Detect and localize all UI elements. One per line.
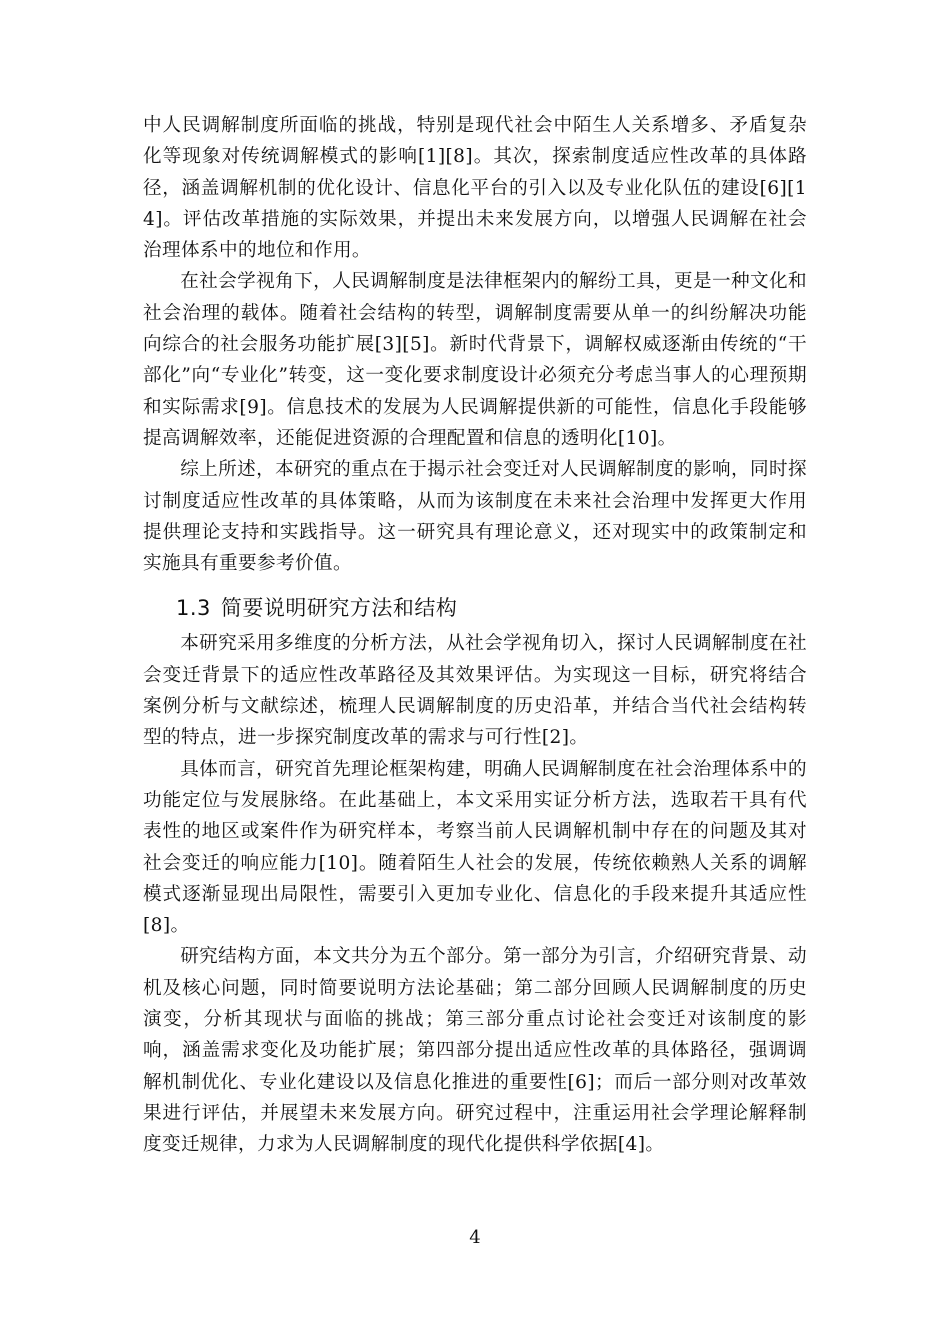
body-paragraph: 综上所述，本研究的重点在于揭示社会变迁对人民调解制度的影响，同时探讨制度适应性改革的具体策略，从而为该制度在未来社会治理中发挥更大作用提供理论支持和实践指导。这一研究具有理论意义，还对现实中的政策制定和实施具有重要参考价值。 [143, 459, 807, 575]
body-paragraph: 具体而言，研究首先理论框架构建，明确人民调解制度在社会治理体系中的功能定位与发展脉络。在此基础上，本文采用实证分析方法，选取若干具有代表性的地区或案件作为研究样本，考察当前人民调解机制中存在的问题及其对社会变迁的响应能力[10]。随着陌生人社会的发展，传统依赖熟人关系的调解模式逐渐显现出局限性，需要引入更加专业化、信息化的手段来提升其适应性[8]。 [143, 758, 807, 937]
document-body [143, 110, 807, 1161]
section-heading [143, 590, 807, 626]
body-paragraph: 本研究采用多维度的分析方法，从社会学视角切入，探讨人民调解制度在社会变迁背景下的适应性改革路径及其效果评估。为实现这一目标，研究将结合案例分析与文献综述，梳理人民调解制度的历史沿革，并结合当代社会结构转型的特点，进一步探究制度改革的需求与可行性[2]。 [143, 633, 807, 749]
body-paragraph: 研究结构方面，本文共分为五个部分。第一部分为引言，介绍研究背景、动机及核心问题，同时简要说明方法论基础；第二部分回顾人民调解制度的历史演变，分析其现状与面临的挑战；第三部分重点讨论社会变迁对该制度的影响，涵盖需求变化及功能扩展；第四部分提出适应性改革的具体路径，强调调解机制优化、专业化建设以及信息化推进的重要性[6]；而后一部分则对改革效果进行评估，并展望未来发展方向。研究过程中，注重运用社会学理论解释制度变迁规律，力求为人民调解制度的现代化提供科学依据[4]。 [143, 946, 807, 1156]
section-title: 简要说明研究方法和结构 [220, 596, 458, 621]
body-paragraph: 在社会学视角下，人民调解制度是法律框架内的解纷工具，更是一种文化和社会治理的载体。随着社会结构的转型，调解制度需要从单一的纠纷解决功能向综合的社会服务功能扩展[3][5]。新时代背景下，调解权威逐渐由传统的“干部化”向“专业化”转变，这一变化要求制度设计必须充分考虑当事人的心理预期和实际需求[9]。信息技术的发展为人民调解提供新的可能性，信息化手段能够提高调解效率，还能促进资源的合理配置和信息的透明化[10]。 [143, 271, 807, 449]
section-number: 1.3 [176, 596, 211, 621]
body-paragraph: 中人民调解制度所面临的挑战，特别是现代社会中陌生人关系增多、矛盾复杂化等现象对传统调解模式的影响[1][8]。其次，探索制度适应性改革的具体路径，涵盖调解机制的优化设计、信息化平台的引入以及专业化队伍的建设[6][14]。评估改革措施的实际效果，并提出未来发展方向，以增强人民调解在社会治理体系中的地位和作用。 [143, 115, 807, 262]
page-number: 4 [469, 1227, 481, 1248]
